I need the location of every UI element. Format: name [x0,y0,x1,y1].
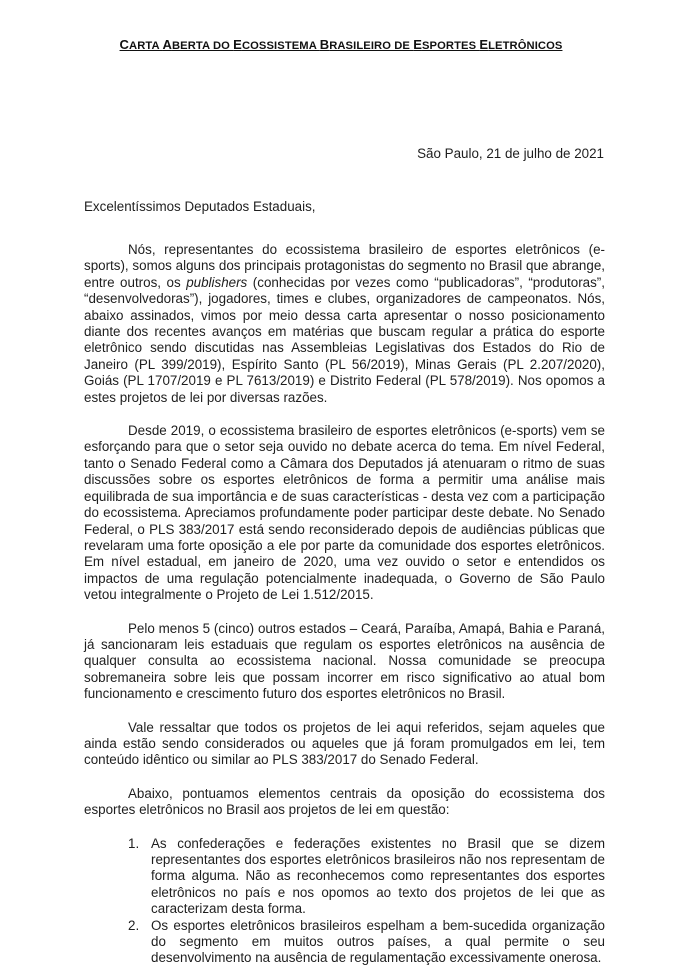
title-cap: E [479,37,489,52]
title-rest: BERTA DO [171,40,234,52]
list-item [84,836,605,918]
letter-title [0,37,682,52]
title-rest: RASILEIRO DE [329,40,414,52]
title-rest: SPORTES [421,40,480,52]
title-rest: ARTA [129,40,163,52]
title-word [319,37,414,52]
title-cap: E [233,37,242,52]
list-item-text: As confederações e federações existentes no Brasil que se dizem representantes dos esportes eletrônicos brasileiros não nos representam de forma alguma. Não as reconhecemos como representantes dos esportes eletrônicos no país e nos opomos ao texto dos projetos de lei que as caracterizam desta forma. [151,835,605,917]
letter-body [84,242,605,967]
points-list [84,836,605,967]
title-word [233,37,320,52]
paragraph-intro [84,242,605,406]
title-word [479,37,563,52]
list-item-text: Os esportes eletrônicos brasileiros espelham a bem-sucedida organização do segmento em muitos outros países, a qual permite o seu desenvolvimento na ausência de regulamentação excessivamente onerosa. [151,917,605,966]
salutation: Excelentíssimos Deputados Estaduais, [84,199,316,214]
title-rest: COSSISTEMA [241,40,320,52]
paragraph-history: Desde 2019, o ecossistema brasileiro de esportes eletrônicos (e-sports) vem se esforçando para que o setor seja ouvido no debate acerca do tema. Em nível Federal, tanto o Senado Federal como a Câmara dos Deputados já atenuaram o ritmo de suas discussões sobre os esportes eletrônicos de forma a permitir uma análise mais equilibrada de sua importância e de suas características - desta vez com a participação do ecossistema. Apreciamos profundamente poder participar deste debate. No Senado Federal, o PLS 383/2017 está sendo reconsiderado depois de audiências públicas que revelaram uma forte oposição a ele por parte da comunidade dos esportes eletrônicos. Em nível estadual, em janeiro de 2020, uma vez ouvido o setor e entendidos os impactos de uma regulação potencialmente inadequada, o Governo de São Paulo vetou integralmente o Projeto de Lei 1.512/2015. [84,423,605,603]
paragraph-text: Nós, representantes do ecossistema brasileiro de esportes eletrônicos (e-sports), somos alguns dos principais protagonistas do segmento no Brasil que abrange, entre outros, os [84,242,605,290]
list-item [84,918,605,967]
title-word [162,37,234,52]
publishers-term: publishers [186,274,248,290]
list-number: 2. [128,917,140,933]
title-cap: E [413,37,422,52]
paragraph-text: (conhecidas por vezes como “publicadoras”, “produtoras”, “desenvolvedoras”), jogadores, times e clubes, organizadores de campeonatos. Nós, abaixo assinados, vimos por meio dessa carta apresentar o nosso posicionamento diante dos recentes avanços em matérias que buscam regular a prática do esporte eletrônico sendo discutidas nas Assembleias Legislativas dos Estados do Rio de Janeiro (PL 399/2019), Espírito Santo (PL 56/2019), Minas Gerais (PL 2.207/2020), Goiás (PL 1707/2019 e PL 7613/2019) e Distrito Federal (PL 578/2019). Nos opomos a estes projetos de lei por diversas razões. [84,274,605,405]
paragraph-states: Pelo menos 5 (cinco) outros estados – Ceará, Paraíba, Amapá, Bahia e Paraná, já sancionaram leis estaduais que regulam os esportes eletrônicos na ausência de qualquer consulta ao ecossistema nacional. Nossa comunidade se preocupa sobremaneira sobre leis que possam incorrer em risco significativo ao atual bom funcionamento e crescimento futuro dos esportes eletrônicos no Brasil. [84,620,605,702]
title-cap: B [319,37,330,52]
title-rest: LETRÔNICOS [488,40,563,52]
title-cap: C [119,37,130,52]
date-line: São Paulo, 21 de julho de 2021 [417,146,604,161]
paragraph-points-intro: Abaixo, pontuamos elementos centrais da oposição do ecossistema dos esportes eletrônicos no Brasil aos projetos de lei em questão: [84,785,605,818]
title-word [413,37,480,52]
paragraph-note: Vale ressaltar que todos os projetos de lei aqui referidos, sejam aqueles que ainda estão sendo considerados ou aqueles que já foram promulgados em lei, tem conteúdo idêntico ou similar ao PLS 383/2017 do Senado Federal. [84,719,605,768]
title-cap: A [162,37,172,52]
list-number: 1. [128,835,140,851]
title-word [119,37,163,52]
